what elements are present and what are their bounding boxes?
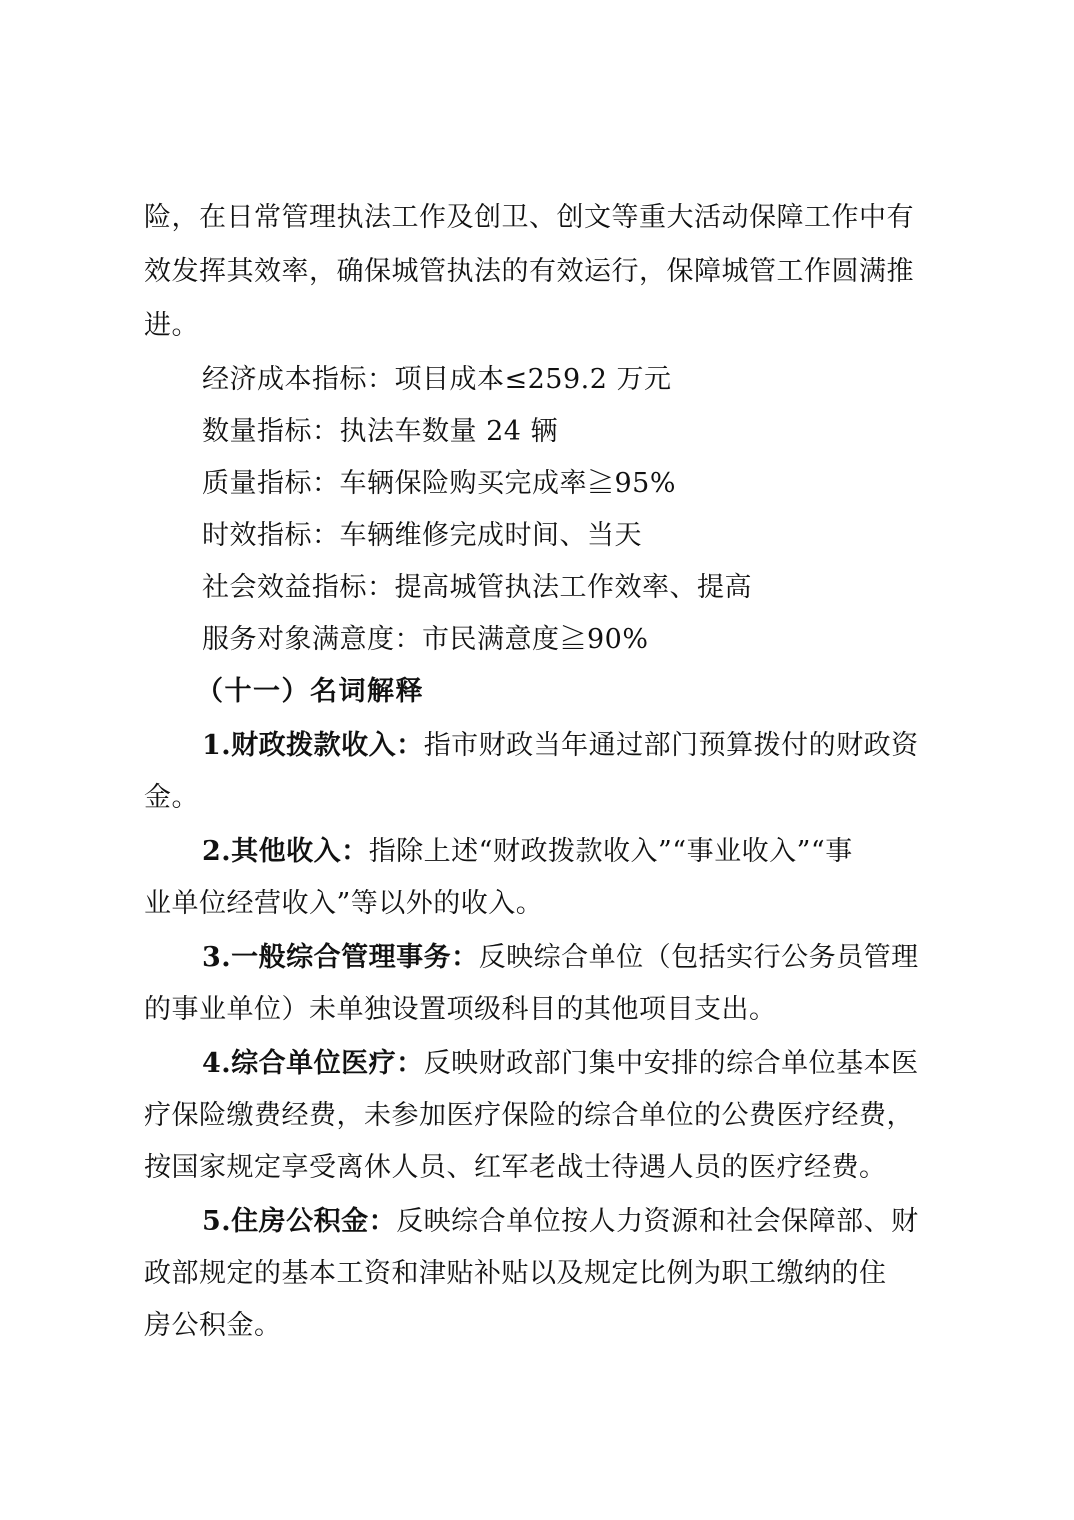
term-3-label: 3.一般综合管理事务：	[202, 942, 479, 973]
term-4-text: 反映财政部门集中安排的综合单位基本医	[423, 1048, 919, 1079]
term-3-text: 反映综合单位（包括实行公务员管理	[478, 942, 919, 973]
intro-line-1: 险，在日常管理执法工作及创卫、创文等重大活动保障工作中有	[144, 202, 914, 233]
term-4-line-3: 按国家规定享受离休人员、红军老战士待遇人员的医疗经费。	[144, 1152, 887, 1183]
intro-line-2: 效发挥其效率，确保城管执法的有效运行，保障城管工作圆满推	[144, 256, 914, 287]
term-4-line-2: 疗保险缴费经费，未参加医疗保险的综合单位的公费医疗经费，	[144, 1100, 914, 1131]
indicator-social-benefit: 社会效益指标：提高城管执法工作效率、提高	[202, 572, 752, 603]
intro-line-3: 进。	[144, 310, 199, 341]
term-3-line-2: 的事业单位）未单独设置项级科目的其他项目支出。	[144, 994, 777, 1025]
indicator-timeliness: 时效指标：车辆维修完成时间、当天	[202, 520, 642, 551]
indicator-economic-cost: 经济成本指标：项目成本≤259.2 万元	[202, 364, 672, 395]
term-2-text: 指除上述“财政拨款收入”“事业收入”“事	[368, 836, 853, 867]
indicator-quality: 质量指标：车辆保险购买完成率≧95%	[202, 468, 677, 499]
term-5-line-1	[202, 1202, 944, 1242]
indicator-satisfaction: 服务对象满意度：市民满意度≧90%	[202, 624, 649, 655]
term-5-line-2: 政部规定的基本工资和津贴补贴以及规定比例为职工缴纳的住	[144, 1258, 887, 1289]
term-2-line-1	[202, 832, 944, 872]
term-3-line-1	[202, 938, 944, 978]
term-2-line-2: 业单位经营收入”等以外的收入。	[144, 888, 544, 919]
term-5-label: 5.住房公积金：	[202, 1206, 397, 1237]
term-5-line-3: 房公积金。	[144, 1310, 282, 1341]
term-4-line-1	[202, 1044, 944, 1084]
term-1-line-2: 金。	[144, 782, 199, 813]
term-1-label: 1.财政拨款收入：	[202, 730, 424, 761]
term-2-label: 2.其他收入：	[202, 836, 369, 867]
term-1-text: 指市财政当年通过部门预算拨付的财政资	[423, 730, 919, 761]
term-4-label: 4.综合单位医疗：	[202, 1048, 424, 1079]
term-1-line-1	[202, 726, 944, 766]
term-5-text: 反映综合单位按人力资源和社会保障部、财	[396, 1206, 919, 1237]
indicator-quantity: 数量指标：执法车数量 24 辆	[202, 416, 559, 447]
section-title: （十一）名词解释	[196, 676, 424, 707]
